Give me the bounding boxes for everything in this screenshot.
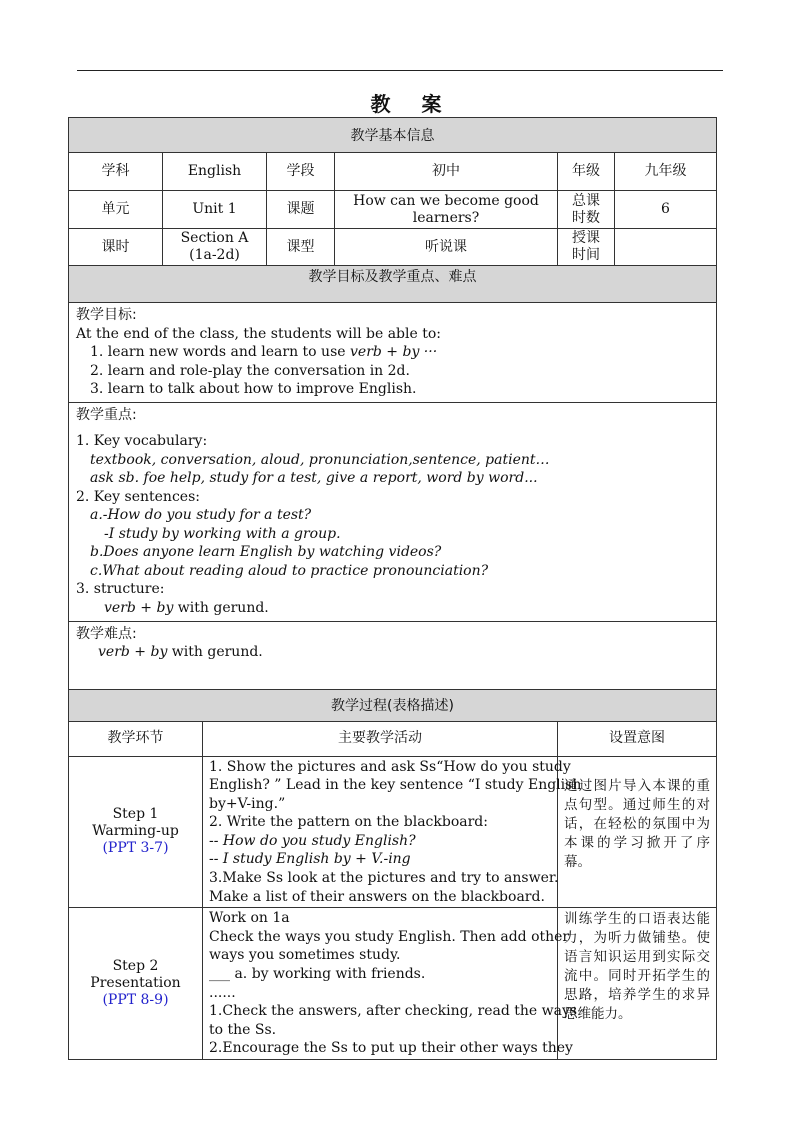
total-hours-label [558, 191, 615, 229]
stage-value: 初中 [335, 153, 558, 191]
subject-label: 学科 [69, 153, 163, 191]
topic-line-1: How can we become good [353, 192, 539, 209]
document-title: 教 案 [370, 92, 454, 116]
key-points-block [69, 402, 717, 621]
step-1-activity-line: English? ” Lead in the key sentence “I study English [209, 777, 582, 794]
period-line-2: (1a-2d) [189, 247, 240, 263]
lesson-plan-table [68, 117, 717, 1060]
type-label: 课型 [267, 229, 335, 266]
structure-rest: with gerund. [173, 599, 269, 616]
teaching-time-label [558, 229, 615, 266]
unit-value: Unit 1 [163, 191, 267, 229]
step-2-subtitle: Presentation [90, 975, 181, 992]
key-sentence-a: a.-How do you study for a test? [90, 507, 312, 523]
difficulties-heading: 教学难点: [76, 625, 137, 642]
difficulties-block [69, 621, 717, 689]
key-vocabulary-line-1: textbook, conversation, aloud, pronunciation,sentence, patient… [90, 451, 550, 468]
unit-label: 单元 [69, 191, 163, 229]
process-header-activity: 主要教学活动 [203, 721, 558, 756]
period-value [163, 229, 267, 266]
difficulties-pattern: verb + by [98, 644, 168, 660]
section-goals: 教学目标及教学重点、难点 [69, 266, 717, 303]
objective-item-2: 2. learn and role-play the conversation in 2d. [90, 362, 410, 379]
key-sentence-c: c.What about reading aloud to practice pronounciation? [90, 562, 489, 579]
period-line-1: Section A [180, 230, 249, 246]
step-2-activity-line: ...... [209, 984, 236, 1001]
structure-pattern: verb + by [104, 599, 174, 616]
header-rule [77, 70, 723, 71]
step-2-name [69, 908, 203, 1060]
step-1-subtitle: Warming-up [92, 823, 179, 840]
step-2-activities [203, 908, 578, 1060]
type-value: 听说课 [335, 229, 558, 266]
total-hours-label-1: 总课 [572, 192, 600, 209]
difficulties-line [76, 643, 709, 662]
step-1-activity-line: 2. Write the pattern on the blackboard: [209, 814, 488, 831]
step-1-title: Step 1 [112, 806, 159, 823]
difficulties-rest: with gerund. [167, 644, 263, 660]
process-header-step: 教学环节 [69, 721, 203, 756]
step-2-activity-line: 2.Encourage the Ss to put up their other ways they [209, 1040, 573, 1057]
step-1-activity-line: 3.Make Ss look at the pictures and try to answer. [209, 870, 559, 887]
step-1-name [69, 756, 203, 908]
step-1-purpose: 通过图片导入本课的重点句型。通过师生的对话，在轻松的氛围中为本课的学习掀开了序幕。 [558, 756, 717, 908]
step-1-activity-line: 1. Show the pictures and ask Ss“How do you study [209, 758, 571, 775]
key-sentences-title: 2. Key sentences: [76, 488, 200, 505]
teaching-time-value [615, 229, 717, 266]
topic-line-2: learners? [412, 209, 480, 226]
key-sentence-b: b.Does anyone learn English by watching videos? [90, 544, 442, 560]
process-header-purpose: 设置意图 [558, 721, 717, 756]
step-2-activity-line: to the Ss. [209, 1021, 277, 1038]
key-sentence-a-answer: -I study by working with a group. [104, 525, 341, 542]
section-basic-info: 教学基本信息 [69, 118, 717, 153]
objectives-heading: 教学目标: [76, 307, 137, 323]
teaching-time-label-2: 时间 [572, 247, 600, 263]
key-vocabulary-title: 1. Key vocabulary: [76, 433, 208, 449]
teaching-time-label-1: 授课 [572, 230, 600, 246]
objectives-intro: At the end of the class, the students will be able to: [76, 325, 441, 342]
key-points-heading: 教学重点: [76, 406, 137, 423]
step-2-title: Step 2 [112, 958, 159, 975]
step-2-purpose: 训练学生的口语表达能力，为听力做铺垫。使语言知识运用到实际交流中。同时开拓学生的思路，培养学生的求异思维能力。 [558, 908, 717, 1060]
total-hours-value: 6 [615, 191, 717, 229]
section-process: 教学过程(表格描述) [69, 689, 717, 721]
step-1-ppt: (PPT 3-7) [102, 840, 169, 857]
grade-value: 九年级 [615, 153, 717, 191]
objectives-block [69, 303, 717, 403]
subject-value: English [163, 153, 267, 191]
grade-label: 年级 [558, 153, 615, 191]
objective-item-3: 3. learn to talk about how to improve English. [90, 381, 417, 397]
total-hours-label-2: 时数 [572, 209, 600, 226]
period-label: 课时 [69, 229, 163, 266]
step-1-activity-line: Make a list of their answers on the blackboard. [209, 888, 545, 905]
key-vocabulary-line-2: ask sb. foe help, study for a test, give a report, word by word... [90, 470, 538, 486]
step-1-activity-line: -- How do you study English? [209, 832, 416, 849]
step-1-activity-line: -- I study English by + V.-ing [209, 851, 411, 868]
step-1-activity-line: by+V-ing.” [209, 795, 286, 812]
step-2-activity-line: Check the ways you study English. Then add other [209, 928, 570, 945]
step-2-activity-line: Work on 1a [209, 910, 290, 927]
objective-item-1-pattern: verb + by ··· [350, 344, 438, 360]
step-2-activity-line: ways you sometimes study. [209, 947, 401, 964]
step-1-activities [203, 756, 582, 908]
topic-value [335, 191, 558, 229]
step-2-ppt: (PPT 8-9) [102, 992, 169, 1009]
objective-item-1-text: 1. learn new words and learn to use [90, 344, 350, 360]
step-2-activity-line: ___ a. by working with friends. [209, 966, 426, 983]
stage-label: 学段 [267, 153, 335, 191]
topic-label: 课题 [267, 191, 335, 229]
structure-line [76, 599, 709, 618]
step-2-activity-line: 1.Check the answers, after checking, read the ways [209, 1003, 578, 1020]
objective-item-1 [76, 343, 709, 362]
structure-title: 3. structure: [76, 581, 165, 597]
